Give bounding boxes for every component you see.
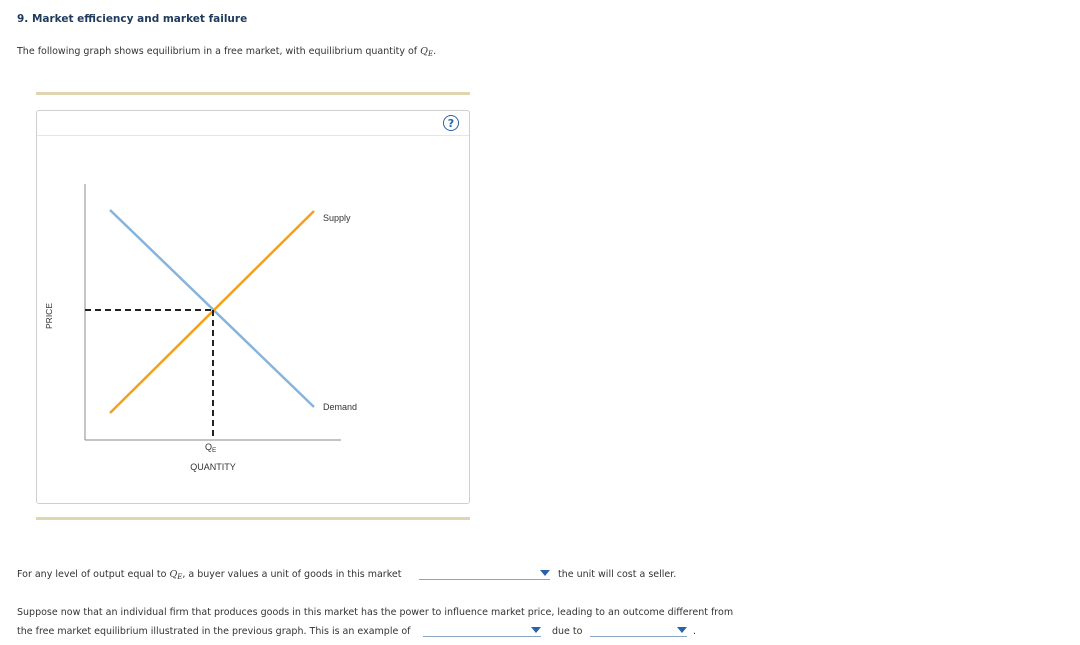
chevron-down-icon — [540, 570, 550, 576]
intro-text-after: . — [433, 46, 437, 57]
question2-line1: Suppose now that an individual firm that produces goods in this market has the power to influence market price, leading to an outcome different from — [17, 607, 734, 618]
supply-label: Supply — [323, 213, 351, 223]
question2-cause-dropdown[interactable] — [590, 625, 687, 637]
question2-line2-end: . — [693, 626, 697, 637]
help-icon[interactable]: ? — [443, 115, 459, 131]
qe-tick-label — [205, 442, 217, 454]
graph-bottom-divider — [36, 517, 470, 520]
chevron-down-icon — [677, 627, 687, 633]
question1-qe-main: Q — [169, 569, 178, 580]
question2-line2-mid: due to — [552, 626, 583, 637]
supply-demand-graph — [37, 111, 469, 503]
graph-panel — [36, 110, 470, 504]
intro-qe-sub: E — [427, 50, 434, 58]
question1-qe-sub: E — [177, 573, 183, 581]
qe-tick-main: Q — [205, 442, 213, 452]
demand-label: Demand — [323, 402, 358, 412]
x-axis-label: QUANTITY — [190, 462, 236, 472]
question1-text-before: For any level of output equal to — [17, 569, 167, 580]
graph-top-divider — [36, 92, 470, 95]
intro-text — [17, 46, 436, 58]
chevron-down-icon — [531, 627, 541, 633]
question1-text-start — [17, 569, 401, 581]
question2-market-failure-dropdown[interactable] — [423, 625, 541, 637]
question1-text-mid: , a buyer values a unit of goods in this market — [182, 569, 402, 580]
qe-tick-sub: E — [212, 447, 217, 454]
question1-text-after: the unit will cost a seller. — [558, 569, 677, 580]
intro-qe-variable — [420, 46, 433, 57]
question-title: 9. Market efficiency and market failure — [17, 13, 248, 25]
question1-qe-variable — [169, 569, 182, 580]
question1-comparison-dropdown[interactable] — [419, 568, 550, 580]
y-axis-label: PRICE — [44, 303, 54, 329]
question2-line2-before: the free market equilibrium illustrated in the previous graph. This is an example of — [17, 626, 411, 637]
intro-text-before: The following graph shows equilibrium in a free market, with equilibrium quantity of — [17, 46, 418, 57]
intro-qe-main: Q — [420, 46, 428, 57]
